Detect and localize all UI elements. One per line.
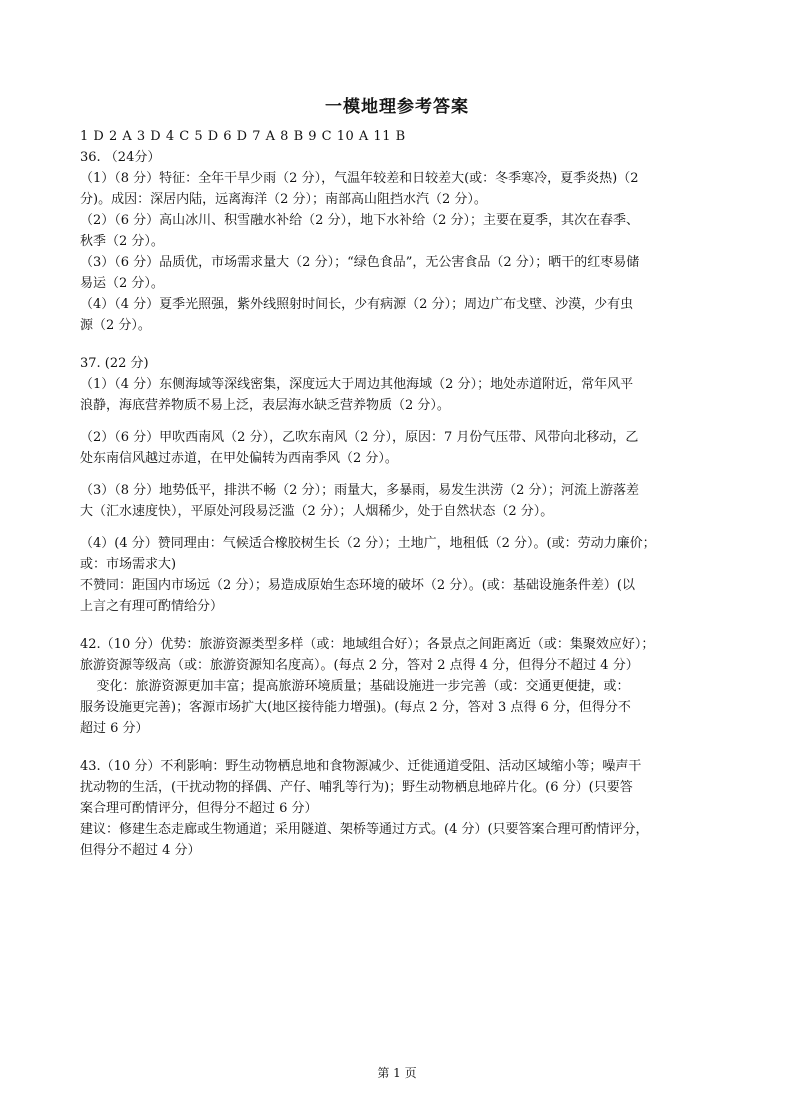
q36-line: （1）（8 分）特征：全年干旱少雨（2 分），气温年较差和日较差大(或：冬季寒冷，夏季炎热)（2 xyxy=(80,171,639,186)
q36-line: （3）（6 分）品质优，市场需求量大（2 分）；“绿色食品”，无公害食品（2 分）；晒干的红枣易储 xyxy=(80,255,640,270)
q42-line: 服务设施更完善)；客源市场扩大(地区接待能力增强)。(每点 2 分，答对 3 点得 6 分，但得分不 xyxy=(80,700,631,715)
q36-line: 易运（2 分）。 xyxy=(80,276,164,291)
mcq-answers: 1 D 2 A 3 D 4 C 5 D 6 D 7 A 8 B 9 C 10 A 11 B xyxy=(80,129,406,144)
q37-part3-line: 大（汇水速度快），平原处河段易泛滥（2 分）；人烟稀少，处于自然状态（2 分）。 xyxy=(80,504,554,519)
question-42 xyxy=(80,634,720,739)
q37-part4-line: 上言之有理可酌情给分） xyxy=(80,599,224,614)
question-43 xyxy=(80,756,720,861)
answer-content xyxy=(80,126,720,861)
q42-line: 42.（10 分）优势：旅游资源类型多样（或：地域组合好）；各景点之间距离近（或：集聚效应好）； xyxy=(80,637,655,652)
q36-line: 分)。成因：深居内陆，远离海洋（2 分）；南部高山阻挡水汽（2 分）。 xyxy=(80,192,487,207)
q43-line: 但得分不超过 4 分） xyxy=(80,843,201,858)
q43-line: 扰动物的生活，(干扰动物的择偶、产仔、哺乳等行为)；野生动物栖息地碎片化。(6 分）(只要答 xyxy=(80,780,633,795)
q36-line: 源（2 分）。 xyxy=(80,318,151,333)
q37-part4-line: （4）(4 分）赞同理由：气候适合橡胶树生长（2 分）；土地广，地租低（2 分）。(或：劳动力廉价； xyxy=(80,536,656,551)
q42-line: 变化：旅游资源更加丰富；提高旅游环境质量；基础设施进一步完善（或：交通更便捷，或： xyxy=(80,679,630,694)
q37-heading: 37. (22 分) xyxy=(80,356,149,371)
q37-part1-line: 浪静，海底营养物质不易上泛，表层海水缺乏营养物质（2 分）。 xyxy=(80,398,450,413)
q42-line: 旅游资源等级高（或：旅游资源知名度高）。(每点 2 分，答对 2 点得 4 分，但得分不超过 4 分） xyxy=(80,658,639,673)
q43-line: 43.（10 分）不利影响：野生动物栖息地和食物源减少、迁徙通道受阻、活动区域缩小等；噪声干 xyxy=(80,759,642,774)
page-number: 第 1 页 xyxy=(377,1066,417,1080)
q36-line: 秋季（2 分）。 xyxy=(80,234,164,249)
q42-line: 超过 6 分） xyxy=(80,721,149,736)
q37-part4-line: 不赞同：距国内市场远（2 分）；易造成原始生态环境的破坏（2 分）。(或：基础设施条件差）(以 xyxy=(80,578,635,593)
question-36 xyxy=(80,147,720,336)
q37-part4-line: 或：市场需求大) xyxy=(80,557,177,572)
q36-line: （2）（6 分）高山冰川、积雪融水补给（2 分），地下水补给（2 分）；主要在夏季，其次在春季、 xyxy=(80,213,639,228)
question-37 xyxy=(80,353,720,617)
q37-part1-line: （1）（4 分）东侧海域等深线密集，深度远大于周边其他海域（2 分）；地处赤道附近，常年风平 xyxy=(80,377,634,392)
q37-part3-line: （3）（8 分）地势低平，排洪不畅（2 分）；雨量大，多暴雨，易发生洪涝（2 分）；河流上游落差 xyxy=(80,483,639,498)
q37-part2-line: （2）（6 分）甲吹西南风（2 分），乙吹东南风（2 分），原因：7 月份气压带、风带向北移动，乙 xyxy=(80,430,639,445)
q37-part2-line: 处东南信风越过赤道，在甲处偏转为西南季风（2 分）。 xyxy=(80,451,398,466)
q43-line: 案合理可酌情评分，但得分不超过 6 分） xyxy=(80,801,318,816)
q36-line: （4）（4 分）夏季光照强，紫外线照射时间长，少有病源（2 分）；周边广布戈壁、沙漠，少有虫 xyxy=(80,297,634,312)
document-title: 一模地理参考答案 xyxy=(325,97,469,117)
q36-heading: 36. （24分） xyxy=(80,150,161,165)
q43-line: 建议：修建生态走廊或生物通道；采用隧道、架桥等通过方式。(4 分）(只要答案合理可酌情评分， xyxy=(80,822,649,837)
